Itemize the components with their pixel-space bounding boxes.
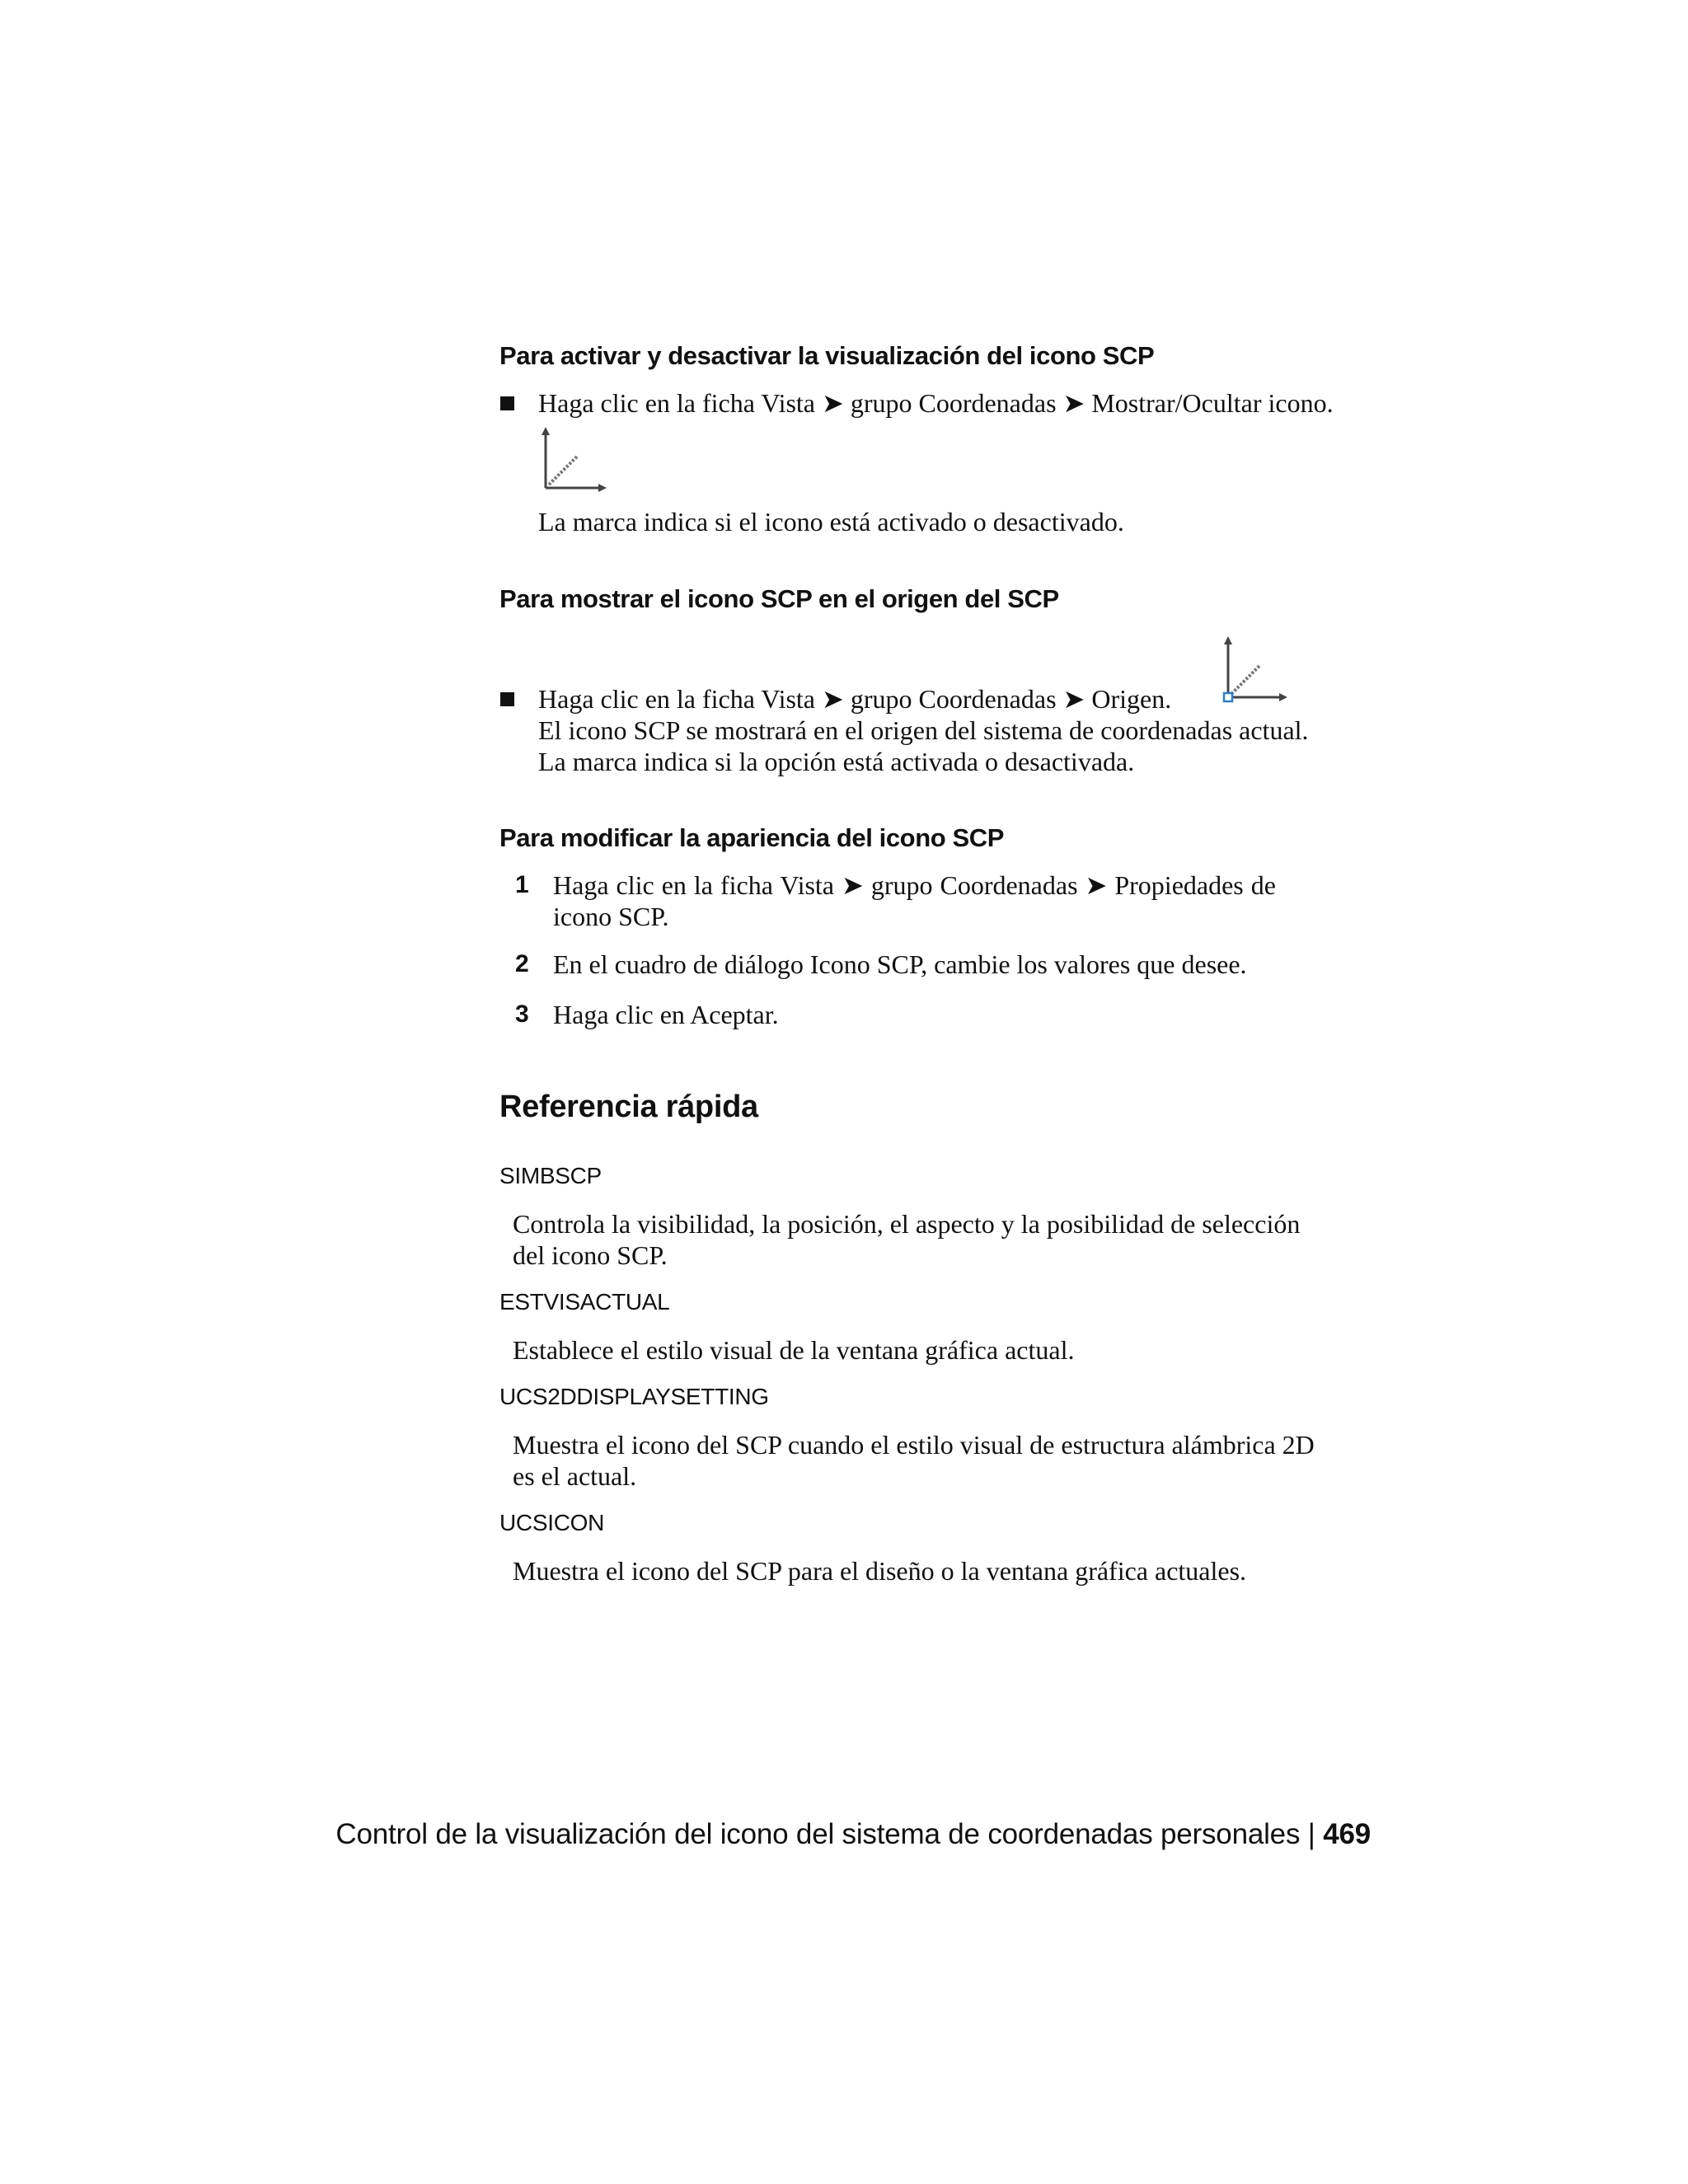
reference-description: Muestra el icono del SCP cuando el estilo visual de estructura alámbrica 2D — [513, 1430, 1315, 1460]
origin-description-line: El icono SCP se mostrará en el origen del sistema de coordenadas actual. — [538, 715, 1309, 745]
step-text-show-hide-icon: Haga clic en la ficha Vista ➤ grupo Coordenadas ➤ Mostrar/Ocultar icono. — [538, 388, 1334, 418]
ucs-axis-icon — [537, 427, 607, 494]
step-text-properties-cont: icono SCP. — [553, 902, 669, 931]
reference-description-cont: del icono SCP. — [513, 1240, 668, 1270]
step-number: 2 — [515, 950, 529, 977]
reference-description-cont: es el actual. — [513, 1461, 637, 1491]
step-number: 1 — [515, 871, 529, 898]
note-text-icon-state: La marca indica si el icono está activado o desactivado. — [538, 507, 1124, 537]
bullet-square — [500, 692, 514, 706]
step-number: 3 — [515, 1001, 529, 1028]
section-heading-icon-appearance: Para modificar la apariencia del icono SCP — [499, 823, 1005, 852]
reference-command: SIMBSCP — [499, 1163, 602, 1188]
section-heading-ucs-origin: Para mostrar el icono SCP en el origen del SCP — [499, 584, 1059, 613]
reference-command: UCS2DDISPLAYSETTING — [499, 1384, 769, 1409]
footer-title: Control de la visualización del icono del sistema de coordenadas personales | — [335, 1818, 1315, 1850]
reference-description: Establece el estilo visual de la ventana gráfica actual. — [513, 1335, 1075, 1365]
step-text-origin: Haga clic en la ficha Vista ➤ grupo Coordenadas ➤ Origen. — [538, 684, 1172, 714]
page-number: 469 — [1323, 1818, 1371, 1850]
step-text-properties: Haga clic en la ficha Vista ➤ grupo Coordenadas ➤ Propiedades de — [553, 870, 1276, 900]
origin-option-state-note: La marca indica si la opción está activada o desactivada. — [538, 747, 1135, 776]
quick-reference-title: Referencia rápida — [499, 1090, 758, 1124]
step-text-accept: Haga clic en Aceptar. — [553, 1000, 779, 1029]
ucs-origin-icon — [1218, 636, 1287, 705]
section-heading-toggle-ucs-icon: Para activar y desactivar la visualización del icono SCP — [499, 341, 1155, 370]
bullet-square — [500, 396, 514, 410]
page-footer — [335, 1818, 1371, 1851]
reference-description: Controla la visibilidad, la posición, el aspecto y la posibilidad de selección — [513, 1209, 1301, 1239]
step-text-dialog: En el cuadro de diálogo Icono SCP, cambie los valores que desee. — [553, 949, 1247, 979]
reference-command: UCSICON — [499, 1510, 605, 1535]
reference-command: ESTVISACTUAL — [499, 1289, 670, 1315]
reference-description: Muestra el icono del SCP para el diseño o la ventana gráfica actuales. — [513, 1556, 1247, 1586]
